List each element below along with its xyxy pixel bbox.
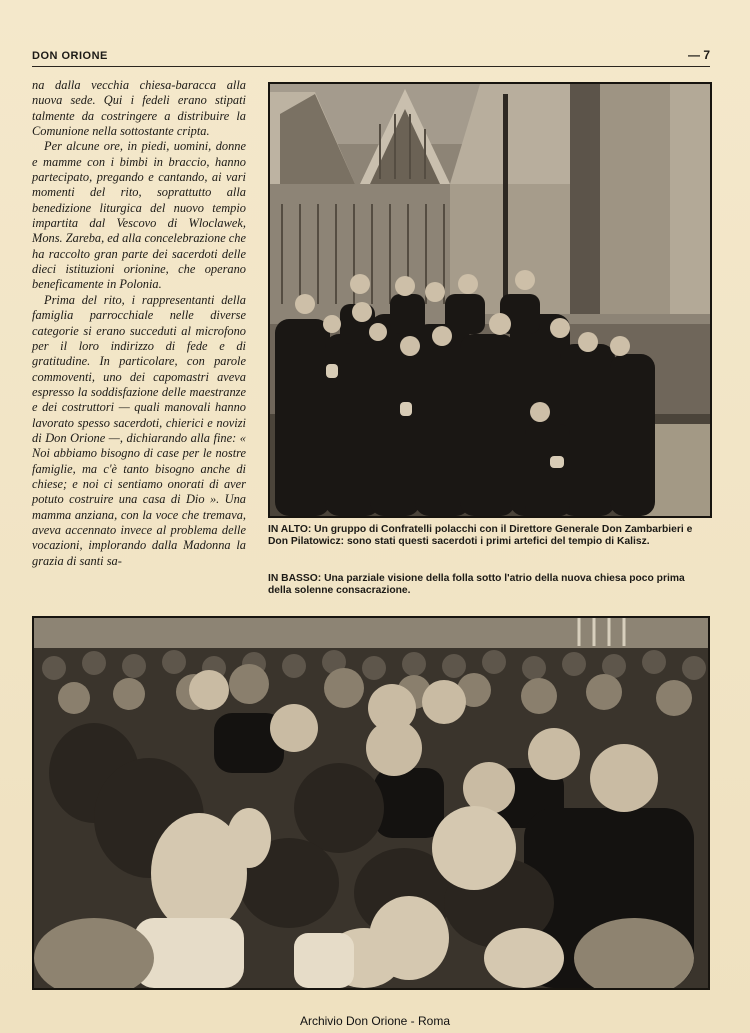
- article-paragraph: Per alcune ore, in piedi, uomini, donne e mamme con i bimbi in braccio, hanno partecipato, pregando e cantando, ai vari momenti del rito, soprattutto alla benedizione liturgica del nuovo tempio impartita dal Vescovo di Wloclawek, Mons. Zareba, ed alla concelebrazione che ha raccolto gran parte dei sacerdoti delle dieci istituzioni orionine, che operano beneficamente in Polonia.: [32, 139, 246, 292]
- article-paragraph: na dalla vecchia chiesa-baracca alla nuova sede. Qui i fedeli erano stipati talmente da costringere a distribuire la Comunione nella sottostante cripta.: [32, 78, 246, 139]
- article-paragraph: Prima del rito, i rappresentanti della famiglia parrocchiale nelle diverse categorie si erano succeduti al microfono per il loro indirizzo di fede e di gratitudine. In particolare, con parole commoventi, uno dei capomastri aveva espresso la soddisfazione delle maestranze e dei costruttori — quali manovali hanno lavorato spesso sacerdoti, chierici e novizi di Don Orione —, dichiarando alla fine: « Noi abbiamo bisogno di case per le nostre famiglie, ma c'è tanto bisogno anche di chiese; e noi ci sentiamo onorati di aver potuto costruire una casa di Dio ». Una mamma anziana, con la voce che tremava, aveva accennato invece al problema delle vocazioni, implorando dalla Madonna la grazia di santi sa-: [32, 292, 246, 568]
- article-text: [32, 78, 246, 569]
- top-photo-caption: IN ALTO: Un gruppo di Confratelli polacchi con il Direttore Generale Don Zambarbieri e Don Pilatowicz: sono stati questi sacerdoti i primi artefici del tempio di Kalisz.: [268, 524, 693, 548]
- magazine-title: DON ORIONE: [32, 50, 108, 62]
- page-header: [32, 48, 710, 67]
- page-number: — 7: [687, 48, 710, 62]
- bottom-photo-caption: IN BASSO: Una parziale visione della folla sotto l'atrio della nuova chiesa poco prima della solenne consacrazione.: [268, 573, 685, 597]
- archive-footer: Archivio Don Orione - Roma: [299, 1014, 451, 1028]
- crowd-photo: [32, 616, 710, 990]
- group-photo: [268, 82, 712, 518]
